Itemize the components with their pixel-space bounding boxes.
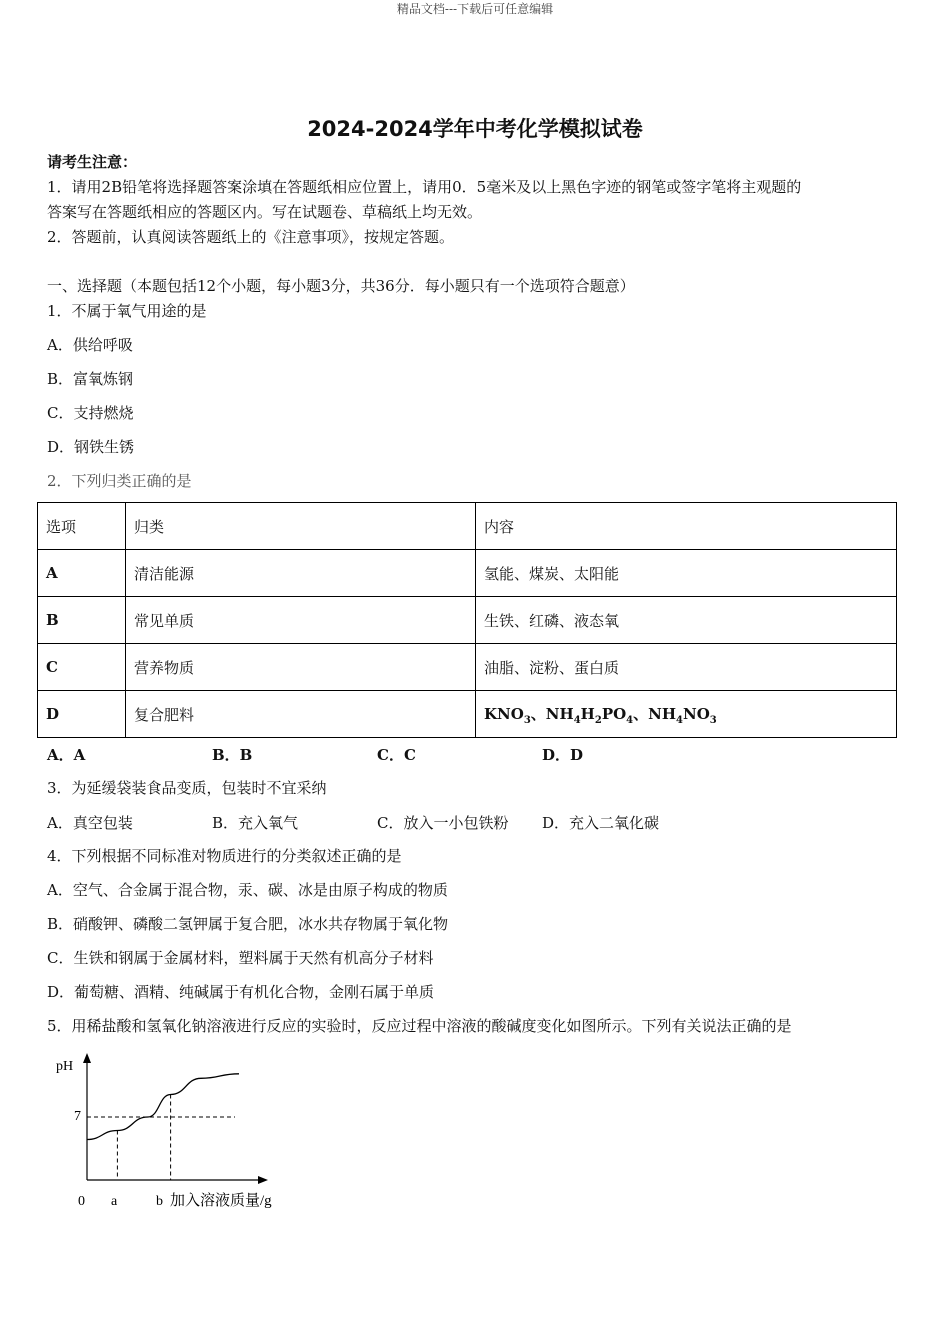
q1-option-a: A．供给呼吸 (47, 336, 133, 354)
table-row (38, 691, 897, 738)
table-cell: 营养物质 (126, 644, 476, 691)
q2-table (37, 502, 897, 738)
table-header-row (38, 503, 897, 550)
q4-option-c: C．生铁和钢属于金属材料，塑料属于天然有机高分子材料 (47, 949, 434, 967)
table-cell: 油脂、淀粉、蛋白质 (476, 644, 897, 691)
ph-curve (87, 1074, 239, 1140)
q3-option-a: A．真空包装 (47, 814, 133, 832)
table-row (38, 550, 897, 597)
q4-option-d: D．葡萄糖、酒精、纯碱属于有机化合物，金刚石属于单质 (47, 983, 435, 1001)
x-tick-a: a (111, 1194, 118, 1209)
q3-option-c: C．放入一小包铁粉 (377, 814, 509, 832)
table-cell: 清洁能源 (126, 550, 476, 597)
y-axis-arrow (83, 1053, 91, 1063)
q1-option-d: D．钢铁生锈 (47, 438, 135, 456)
q2-stem: 2．下列归类正确的是 (47, 472, 192, 490)
table-cell: 生铁、红磷、液态氧 (476, 597, 897, 644)
q2-option-d: D．D (542, 746, 584, 764)
notice-line-1a: 1．请用2B铅笔将选择题答案涂填在答题纸相应位置上，请用0．5毫米及以上黑色字迹的钢笔或签字笔将主观题的 (47, 178, 802, 196)
notice-line-1b: 答案写在答题纸相应的答题区内。写在试题卷、草稿纸上均无效。 (47, 203, 483, 221)
notice-heading: 请考生注意： (47, 153, 138, 171)
table-header-cell: 归类 (126, 503, 476, 550)
table-cell: B (38, 597, 126, 644)
table-header-cell: 内容 (476, 503, 897, 550)
x-axis-label: 加入溶液质量/g (170, 1193, 272, 1209)
table-cell: A (38, 550, 126, 597)
q1-option-c: C．支持燃烧 (47, 404, 134, 422)
x-tick-0: 0 (78, 1194, 85, 1209)
notice-line-2: 2．答题前，认真阅读答题纸上的《注意事项》，按规定答题。 (47, 228, 455, 246)
x-tick-b: b (156, 1194, 163, 1209)
table-cell: C (38, 644, 126, 691)
table-cell-formula: $KNO_3$、$NH_4H_2PO_4$、$NH_4NO_3$ (476, 691, 897, 738)
q2-option-c: C．C (377, 746, 416, 764)
table-cell: 常见单质 (126, 597, 476, 644)
chart-axes (87, 1060, 260, 1180)
q4-option-b: B．硝酸钾、磷酸二氢钾属于复合肥，冰水共存物属于氧化物 (47, 915, 449, 933)
q1-option-b: B．富氧炼钢 (47, 370, 134, 388)
q3-option-b: B．充入氧气 (212, 814, 299, 832)
q4-option-a: A．空气、合金属于混合物，汞、碳、冰是由原子构成的物质 (47, 881, 448, 899)
q3-option-d: D．充入二氧化碳 (542, 814, 660, 832)
q1-stem: 1．不属于氧气用途的是 (47, 302, 207, 320)
q3-stem: 3．为延缓袋装食品变质，包装时不宜采纳 (47, 779, 327, 797)
y-axis-label: pH (56, 1059, 74, 1074)
section-heading: 一、选择题（本题包括12个小题，每小题3分，共36分．每小题只有一个选项符合题意） (47, 277, 635, 295)
q4-stem: 4．下列根据不同标准对物质进行的分类叙述正确的是 (47, 847, 402, 865)
q5-stem: 5．用稀盐酸和氢氧化钠溶液进行反应的实验时，反应过程中溶液的酸碱度变化如图所示。下列有关说法正确的是 (47, 1017, 792, 1035)
q2-option-a: A．A (47, 746, 86, 764)
table-header-cell: 选项 (38, 503, 126, 550)
table-row (38, 597, 897, 644)
header-note: 精品文档---下载后可任意编辑 (396, 2, 554, 16)
table-cell: D (38, 691, 126, 738)
page-title: 2024-2024学年中考化学模拟试卷 (307, 117, 643, 141)
y-tick-7: 7 (74, 1109, 81, 1124)
x-axis-arrow (258, 1176, 268, 1184)
table-cell: 复合肥料 (126, 691, 476, 738)
table-cell: 氢能、煤炭、太阳能 (476, 550, 897, 597)
q2-option-b: B．B (212, 746, 253, 764)
table-row (38, 644, 897, 691)
ph-chart (50, 1048, 300, 1218)
